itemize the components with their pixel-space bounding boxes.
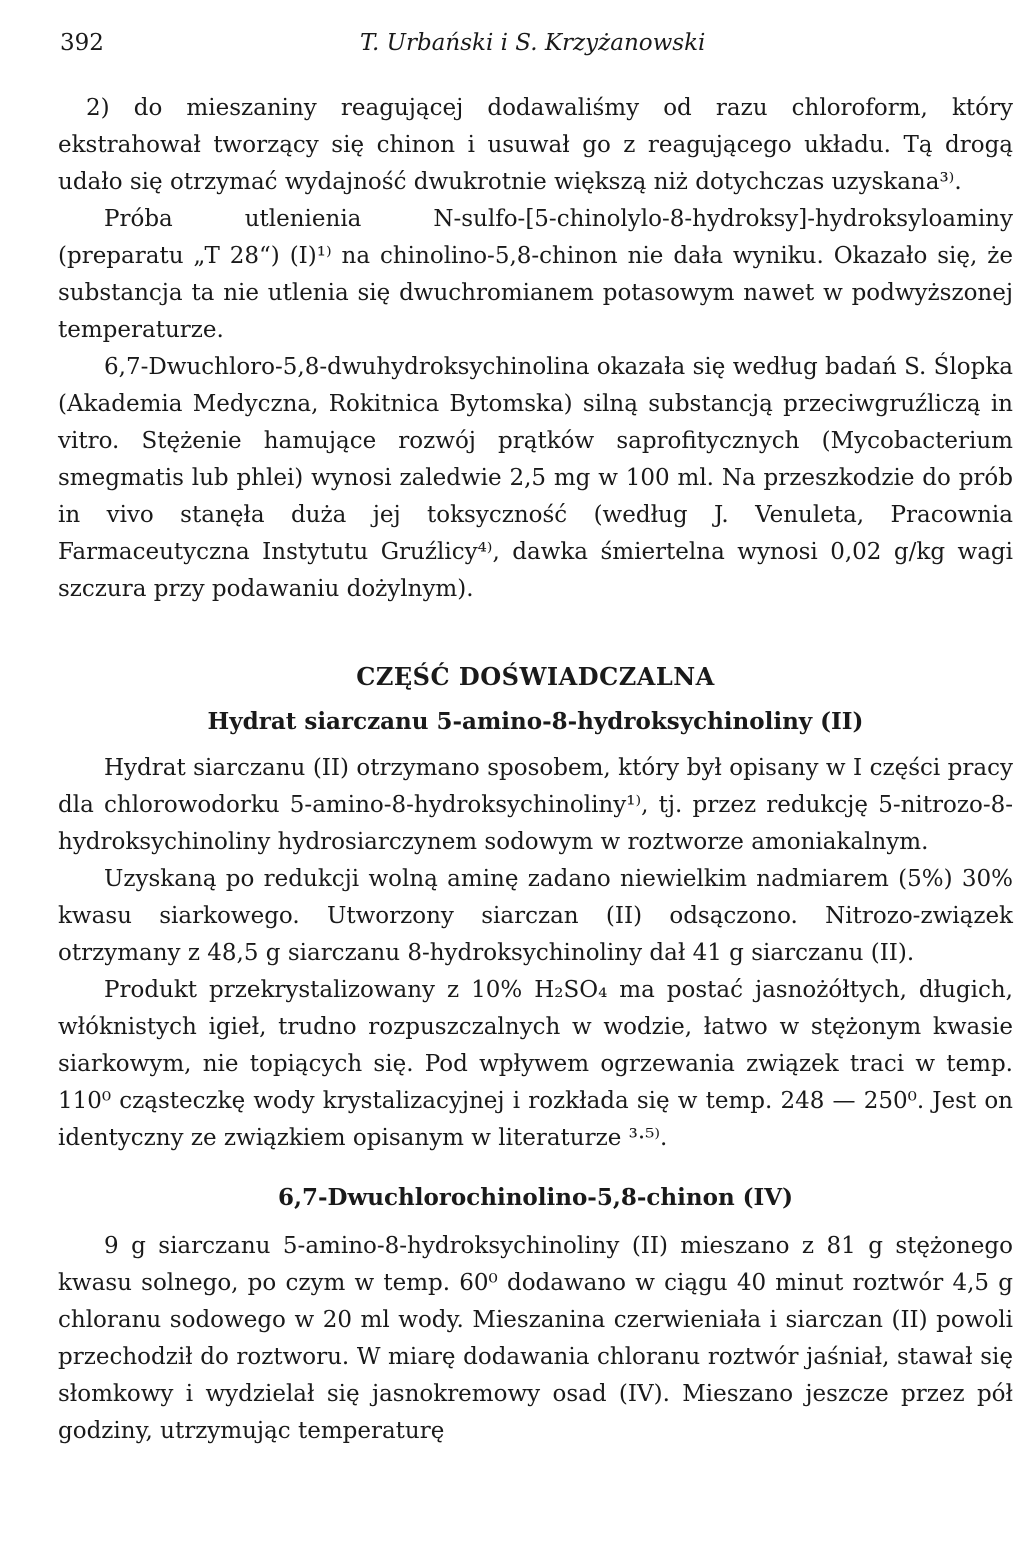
page-header — [60, 30, 984, 60]
paragraph-amine-treatment: Uzyskaną po redukcji wolną aminę zadano niewielkim nadmiarem (5%) 30% kwasu siarkowego. Utworzony siarczan (II) odsączono. Nitrozo-związek otrzymany z 48,5 g siarczanu 8-hydroksychinoliny dał 41 g siarczanu (II). — [58, 866, 1013, 966]
subheading-dichloroquinone: 6,7-Dwuchlorochinolino-5,8-chinon (IV) — [277, 1184, 794, 1211]
paragraph-synthesis: 9 g siarczanu 5-amino-8-hydroksychinoliny (II) mieszano z 81 g stężonego kwasu solnego, po czym w temp. 60⁰ dodawano w ciągu 40 minut roztwór 4,5 g chloranu sodowego w 20 ml wody. Mieszanina czerwieniała i siarczan (II) powoli przechodził do roztworu. W miarę dodawania chloranu roztwór jaśniał, stawał się słomkowy i wydzielał się jasnokremowy osad (IV). Mieszano jeszcze przez pół godziny, utrzymując temperaturę — [58, 1233, 1013, 1444]
section-title: CZĘŚĆ DOŚWIADCZALNA — [356, 662, 715, 691]
subheading-sulfate-hydrate: Hydrat siarczanu 5-amino-8-hydroksychinoliny (II) — [207, 708, 864, 735]
paragraph-antitubercular: 6,7-Dwuchloro-5,8-dwuhydroksychinolina okazała się według badań S. Ślopka (Akademia Medyczna, Rokitnica Bytomska) silną substancją przeciwgruźliczą in vitro. Stężenie hamujące rozwój prątków saprofitycznych (Mycobacterium smegmatis lub phlei) wynosi zaledwie 2,5 mg w 100 ml. Na przeszkodzie do prób in vivo stanęła duża jej toksyczność (według J. Venuleta, Pracownia Farmaceutyczna Instytutu Gruźlicy⁴⁾, dawka śmiertelna wynosi 0,02 g/kg wagi szczura przy podawaniu dożylnym). — [58, 354, 1013, 602]
running-title: T. Urbański i S. Krzyżanowski — [360, 30, 706, 56]
paragraph-item-2: 2) do mieszaniny reagującej dodawaliśmy od razu chloroform, który ekstrahował tworzący się chinon i usuwał go z reagującego układu. Tą drogą udało się otrzymać wydajność dwukrotnie większą niż dotychczas uzyskana³⁾. — [58, 95, 1013, 195]
paragraph-oxidation-attempt: Próba utlenienia N-sulfo-[5-chinolylo-8-hydroksy]-hydroksyloaminy (preparatu „T 28“) (I)¹⁾ na chinolino-5,8-chinon nie dała wyniku. Okazało się, że substancja ta nie utlenia się dwuchromianem potasowym nawet w podwyższonej temperaturze. — [58, 206, 1013, 343]
page-body — [58, 90, 1013, 1450]
paragraph-product-properties: Produkt przekrystalizowany z 10% H₂SO₄ ma postać jasnożółtych, długich, włóknistych igieł, trudno rozpuszczalnych w wodzie, łatwo w stężonym kwasie siarkowym, nie topiących się. Pod wpływem ogrzewania związek traci w temp. 110⁰ cząsteczkę wody krystalizacyjnej i rozkłada się w temp. 248 — 250⁰. Jest on identyczny ze związkiem opisanym w literaturze ³·⁵⁾. — [58, 977, 1013, 1151]
paragraph-preparation: Hydrat siarczanu (II) otrzymano sposobem, który był opisany w I części pracy dla chlorowodorku 5-amino-8-hydroksychinoliny¹⁾, tj. przez redukcję 5-nitrozo-8-hydroksychinoliny hydrosiarczynem sodowym w roztworze amoniakalnym. — [58, 755, 1013, 855]
page-number: 392 — [60, 30, 104, 56]
